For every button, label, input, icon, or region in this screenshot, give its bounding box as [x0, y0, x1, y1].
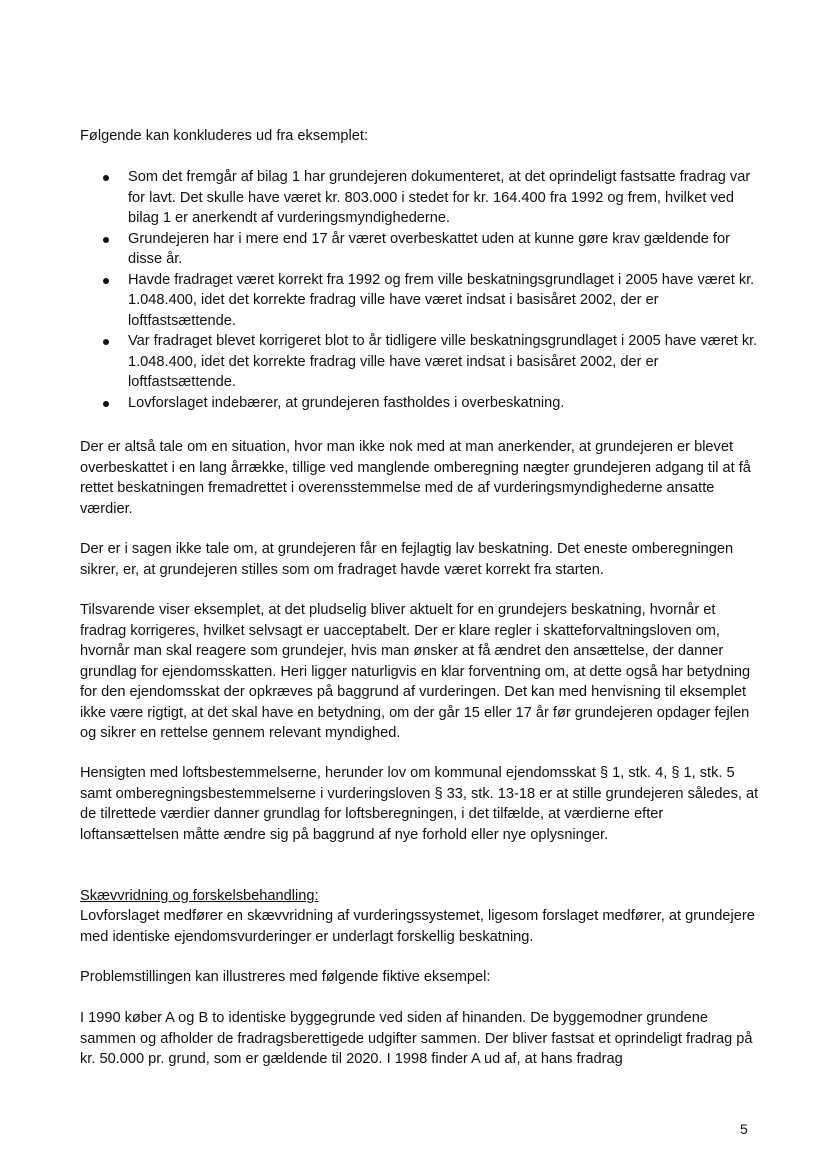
paragraph-tilsvarende: Tilsvarende viser eksemplet, at det pludselig bliver aktuelt for en grundejers beskatning, hvornår et fradrag korrigeres, hvilket selvsagt er uacceptabelt. Der er klare regler i skatteforvaltningsloven om, hvornår man skal reagere som grundejer, hvis man ønsker at få ændret den ansættelse, der danner grundlag for ejendomsskatten. Heri ligger naturligvis en klar forventning om, at dette også har betydning for den ejendomsskat der opkræves på baggrund af vurderingen. Det kan med henvisning til eksemplet ikke være rigtigt, at det skal have en betydning, om der går 15 eller 17 år før grundejeren opdager fejlen og sikrer en rettelse gennem relevant myndighed.	[80, 602, 751, 741]
list-item-text: Som det fremgår af bilag 1 har grundejeren dokumenteret, at det oprindeligt fastsatte fradrag var for lavt. Det skulle have været kr. 803.000 i stedet for kr. 164.400 fra 1992 og frem, hvilket ved bilag 1 er anerkendt af vurderingsmyndighederne.	[128, 169, 751, 226]
paragraph-skaevvridning: Lovforslaget medfører en skævvridning af vurderingssystemet, ligesom forslaget medfører, at grundejere med identiske ejendomsvurderinger er underlagt forskellig beskatning.	[80, 908, 755, 945]
paragraph-omberegning: Der er i sagen ikke tale om, at grundejeren får en fejlagtig lav beskatning. Det eneste omberegningen sikrer, er, at grundejeren stilles som om fradraget havde været korrekt fra starten.	[80, 541, 734, 578]
bullet-icon	[103, 401, 109, 407]
paragraph-eksempel: I 1990 køber A og B to identiske byggegrunde ved siden af hinanden. De byggemodner grundene sammen og afholder de fradragsberettigede udgifter sammen. Der bliver fastsat et oprindeligt fradrag på kr. 50.000 pr. grund, som er gældende til 2020. I 1998 finder A ud af, at hans fradrag	[80, 1010, 753, 1067]
paragraph-problemstilling: Problemstillingen kan illustreres med følgende fiktive eksempel:	[80, 969, 491, 985]
list-item	[80, 229, 760, 270]
bullet-icon	[103, 175, 109, 181]
section-heading: Skævvridning og forskelsbehandling:	[80, 888, 319, 904]
list-item	[80, 331, 760, 393]
list-item-text: Grundejeren har i mere end 17 år været overbeskattet uden at kunne gøre krav gældende for disse år.	[128, 230, 730, 267]
intro-text: Følgende kan konkluderes ud fra eksemplet:	[80, 128, 368, 144]
paragraph-overbeskatning: Der er altså tale om en situation, hvor man ikke nok med at man anerkender, at grundejeren er blevet overbeskattet i en lang årrække, tillige ved manglende omberegning nægter grundejeren adgang til at få rettet beskatningen fremadrettet i overensstemmelse med de af vurderingsmyndighederne ansatte værdier.	[80, 439, 751, 517]
list-item-text: Var fradraget blevet korrigeret blot to år tidligere ville beskatningsgrundlaget i 2005 have været kr. 1.048.400, idet det korrekte fradrag ville have været indsat i basisåret 2002, der er loftfastsættende.	[128, 333, 758, 390]
list-item	[80, 270, 760, 332]
paragraph-hensigten: Hensigten med loftsbestemmelserne, herunder lov om kommunal ejendomsskat § 1, stk. 4, § 1, stk. 5 samt omberegningsbestemmelserne i vurderingsloven § 33, stk. 13-18 er at stille grundejeren således, at de tilrettede værdier danner grundlag for loftsberegningen, i det tilfælde, at værdierne efter loftansættelsen måtte ændre sig på baggrund af nye forhold eller nye oplysninger.	[80, 765, 759, 843]
list-item	[80, 167, 760, 229]
bullet-icon	[103, 339, 109, 345]
list-item-text: Lovforslaget indebærer, at grundejeren fastholdes i overbeskatning.	[128, 394, 565, 411]
list-item-text: Havde fradraget været korrekt fra 1992 og frem ville beskatningsgrundlaget i 2005 have været kr. 1.048.400, idet det korrekte fradrag ville have været indsat i basisåret 2002, der er loftfastsættende.	[128, 271, 755, 329]
bullet-icon	[103, 237, 109, 243]
list-item	[80, 393, 760, 414]
conclusion-list	[80, 167, 760, 413]
page-number: 5	[740, 1121, 748, 1137]
bullet-icon	[103, 278, 109, 284]
